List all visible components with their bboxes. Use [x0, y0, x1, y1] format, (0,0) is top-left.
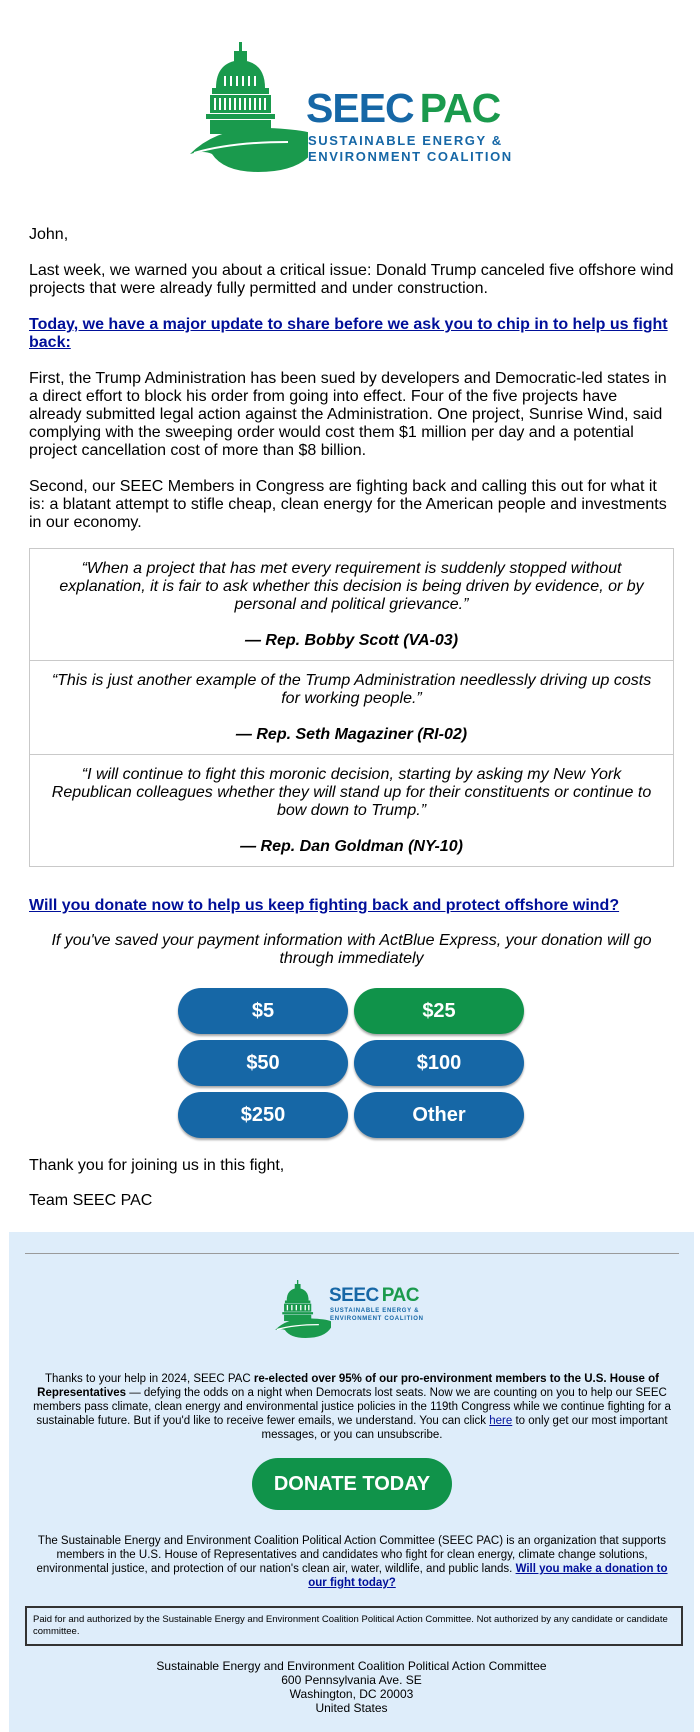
footer-logo-subtitle-line1: SUSTAINABLE ENERGY & — [330, 1308, 420, 1314]
footer-logo-subtitle-line2: ENVIRONMENT COALITION — [330, 1316, 424, 1322]
footer-p2-text: The Sustainable Energy and Environment Coalition Political Action Committee (SEEC PAC) is an organization that supports members in the U.S. House of Representatives and candidates who fight for clean energy, climate change solutions, environmental justice, and protection of our nation's clean air, water, wildlife, and public lands. — [36, 1535, 667, 1575]
logo-subtitle-line2: ENVIRONMENT COALITION — [308, 149, 513, 164]
quote-cell — [30, 549, 673, 660]
footer-paragraph-1 — [27, 1372, 677, 1442]
donate-100-button[interactable]: $100 — [354, 1040, 524, 1086]
paragraph-1: Last week, we warned you about a critical issue: Donald Trump canceled five offshore wind projects that were already fully permitted and under construction. — [29, 262, 674, 297]
greeting: John, — [29, 226, 69, 243]
footer-logo-pac: PAC — [381, 1285, 419, 1306]
quote-cell — [30, 660, 673, 754]
footer-p1-text-b: — defying the odds on a night when Democrats lost seats. Now we are counting on you to help our SEEC members pass climate, clean energy and environmental justice policies in the 119th Congress while we continue fighting for a sustainable future. But if you'd like to receive fewer emails, we understand. You can click — [33, 1387, 671, 1427]
paragraph-2: First, the Trump Administration has been sued by developers and Democratic-led states in a direct effort to block his order from going into effect. Four of the five projects have already submitted legal action against the Administration. One project, Sunrise Wind, said complying with the sweeping order would cost them $1 million per day and a potential project cancellation cost of more than $8 billion. — [29, 370, 667, 459]
address-line: United States — [315, 1701, 388, 1715]
fewer-emails-link[interactable]: here — [489, 1415, 513, 1427]
header-logo — [0, 38, 700, 178]
logo-seec: SEEC — [306, 85, 414, 131]
address-line: Sustainable Energy and Environment Coalition Political Action Committee — [156, 1659, 547, 1673]
footer — [9, 1232, 694, 1732]
footer-p1-text-c: to only get our most important messages, or you can unsubscribe. — [261, 1415, 668, 1441]
donate-ask-link[interactable]: Will you donate now to help us keep fighting back and protect offshore wind? — [29, 897, 620, 914]
quote-text: “When a project that has met every requirement is suddenly stopped without explanation, it is fair to ask whether this decision is being driven by evidence, or by personal and political grievance.” — [59, 560, 644, 613]
donate-other-button[interactable]: Other — [354, 1092, 524, 1138]
footer-logo-title — [329, 1286, 419, 1305]
logo-pac: PAC — [419, 85, 501, 131]
footer-paragraph-2 — [27, 1534, 677, 1590]
signoff: Team SEEC PAC — [29, 1192, 153, 1209]
footer-divider — [25, 1253, 679, 1254]
donate-250-button[interactable]: $250 — [178, 1092, 348, 1138]
quote-text: “I will continue to fight this moronic decision, starting by asking my New York Republican colleagues whether they will stand up for their constituents or continue to bow down to Trump.” — [51, 766, 652, 819]
mailing-address — [9, 1659, 694, 1715]
donate-5-button[interactable]: $5 — [178, 988, 348, 1034]
address-line: Washington, DC 20003 — [289, 1687, 414, 1701]
address-line: 600 Pennsylvania Ave. SE — [281, 1673, 422, 1687]
quote-cell — [30, 754, 673, 866]
capitol-logo-icon — [188, 42, 308, 172]
quote-author: — Rep. Dan Goldman (NY-10) — [240, 838, 463, 855]
closing-thanks: Thank you for joining us in this fight, — [29, 1157, 285, 1174]
quote-text: “This is just another example of the Trump Administration needlessly driving up costs for working people.” — [51, 672, 652, 707]
donate-50-button[interactable]: $50 — [178, 1040, 348, 1086]
footer-p1-bold: re-elected over 95% of our pro-environment members to the U.S. House of Representatives — [37, 1373, 659, 1399]
quote-author: — Rep. Seth Magaziner (RI-02) — [235, 726, 468, 743]
update-link[interactable]: Today, we have a major update to share before we ask you to chip in to help us fight back: — [29, 316, 668, 351]
logo-title — [306, 85, 501, 131]
logo-subtitle-line1: SUSTAINABLE ENERGY & — [308, 133, 503, 148]
quotes-table — [29, 548, 674, 867]
footer-capitol-logo-icon — [271, 1280, 331, 1338]
donate-25-button[interactable]: $25 — [354, 988, 524, 1034]
footer-logo-seec: SEEC — [329, 1285, 379, 1306]
paragraph-3: Second, our SEEC Members in Congress are fighting back and calling this out for what it is: a blatant attempt to stifle cheap, clean energy for the American people and investments in our economy. — [29, 478, 667, 531]
actblue-express-note: If you've saved your payment information with ActBlue Express, your donation will go through immediately — [51, 932, 652, 967]
donate-today-button[interactable]: DONATE TODAY — [252, 1458, 452, 1510]
footer-p1-text-a: Thanks to your help in 2024, SEEC PAC — [45, 1373, 254, 1385]
footer-donate-link[interactable]: Will you make a donation to our fight today? — [308, 1563, 668, 1589]
paid-for-disclaimer: Paid for and authorized by the Sustainable Energy and Environment Coalition Political Action Committee. Not authorized by any candidate or candidate committee. — [25, 1606, 683, 1646]
letter-body — [29, 226, 674, 550]
quote-author: — Rep. Bobby Scott (VA-03) — [244, 632, 459, 649]
